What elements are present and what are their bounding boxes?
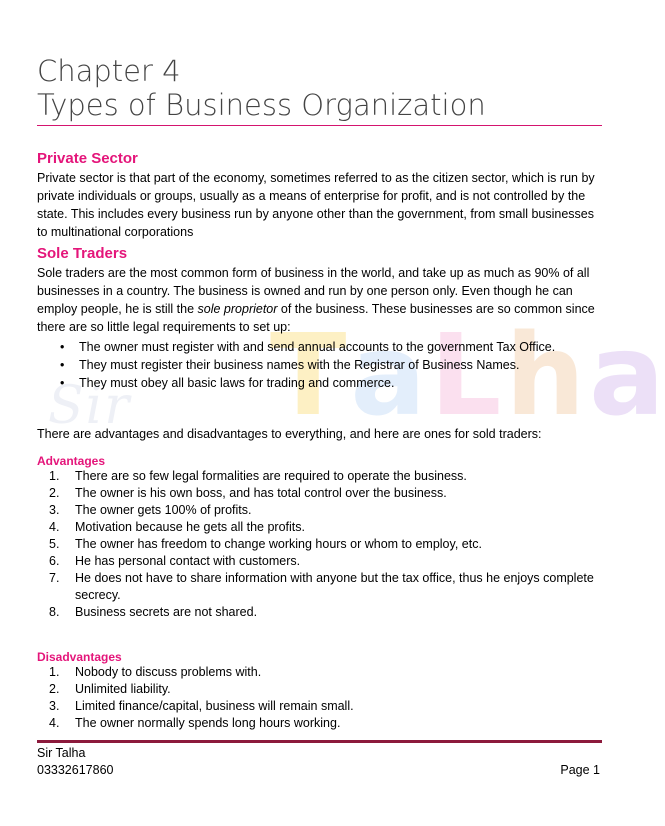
list-item (37, 553, 597, 570)
list-item (37, 664, 597, 681)
list-item: • They must obey all basic laws for trading and commerce. (58, 374, 598, 392)
watermark-script: Sir (48, 376, 132, 436)
advantages-heading: Advantages (37, 454, 106, 468)
list-text: The owner has freedom to change working hours or whom to employ, etc. (75, 537, 482, 551)
list-item (37, 570, 597, 604)
watermark-letter: a (589, 311, 665, 441)
list-text: Unlimited liability. (75, 682, 171, 696)
list-number: 1. (49, 665, 60, 679)
list-text: Motivation because he gets all the profits. (75, 520, 305, 534)
list-item (37, 536, 597, 553)
watermark-letter: T (270, 311, 347, 441)
list-number: 8. (49, 605, 60, 619)
list-item (37, 502, 597, 519)
chapter-label: Chapter 4 (37, 54, 181, 88)
list-item (37, 604, 597, 621)
page-number: Page 1 (560, 763, 600, 777)
sole-traders-text-part: Sole traders are the most common form of business in the world, and take up as much as 90% of all businesses in a country. The business is owned and run by one person only. Even though he can employ people, he is still the (37, 266, 590, 316)
list-item (37, 681, 597, 698)
list-text: He has personal contact with customers. (75, 554, 301, 568)
footer-phone: 03332617860 (37, 763, 114, 777)
disadvantages-list (37, 664, 597, 732)
footer-divider (37, 740, 602, 743)
watermark-letter: h (505, 311, 586, 441)
list-item: • They must register their business names with the Registrar of Business Names. (58, 356, 598, 374)
page-title (37, 54, 486, 122)
list-number: 2. (49, 486, 60, 500)
sole-proprietor-term: sole proprietor (197, 302, 278, 316)
chapter-title: Types of Business Organization (37, 88, 486, 122)
title-divider (37, 125, 602, 126)
sole-traders-text-part: of the business. These businesses are so common since there are so little legal requirements to set up: (37, 302, 595, 334)
requirements-list (58, 338, 598, 392)
list-number: 5. (49, 537, 60, 551)
watermark-letter: L (429, 311, 502, 441)
list-text: He does not have to share information with anyone but the tax office, thus he enjoys complete secrecy. (75, 571, 594, 602)
advantages-list (37, 468, 597, 621)
watermark-letter: a (350, 311, 426, 441)
list-number: 4. (49, 716, 60, 730)
list-item (37, 468, 597, 485)
list-text: The owner is his own boss, and has total control over the business. (75, 486, 447, 500)
list-item (37, 485, 597, 502)
list-text: Limited finance/capital, business will remain small. (75, 699, 354, 713)
sole-traders-text (37, 264, 602, 336)
sole-traders-heading: Sole Traders (37, 245, 128, 262)
private-sector-text: Private sector is that part of the economy, sometimes referred to as the citizen sector, which is run by private individuals or groups, usually as a means of enterprise for profit, and is not controlled by the state. This includes every business run by anyone other than the government, from small businesses to multinational corporations (37, 171, 595, 239)
list-number: 4. (49, 520, 60, 534)
list-text: There are so few legal formalities are required to operate the business. (75, 469, 467, 483)
list-number: 2. (49, 682, 60, 696)
list-item: • The owner must register with and send annual accounts to the government Tax Office. (58, 338, 598, 356)
list-number: 6. (49, 554, 60, 568)
list-item (37, 715, 597, 732)
list-text: Business secrets are not shared. (75, 605, 258, 619)
list-number: 3. (49, 503, 60, 517)
footer-author: Sir Talha (37, 746, 86, 760)
list-text: The owner normally spends long hours working. (75, 716, 341, 730)
disadvantages-heading: Disadvantages (37, 650, 122, 664)
private-sector-heading: Private Sector (37, 150, 138, 167)
pros-cons-intro: There are advantages and disadvantages to everything, and here are ones for sold traders: (37, 427, 542, 441)
list-number: 7. (49, 571, 60, 585)
list-text: The owner gets 100% of profits. (75, 503, 252, 517)
list-item (37, 519, 597, 536)
list-item (37, 698, 597, 715)
list-number: 1. (49, 469, 60, 483)
list-number: 3. (49, 699, 60, 713)
list-text: Nobody to discuss problems with. (75, 665, 262, 679)
